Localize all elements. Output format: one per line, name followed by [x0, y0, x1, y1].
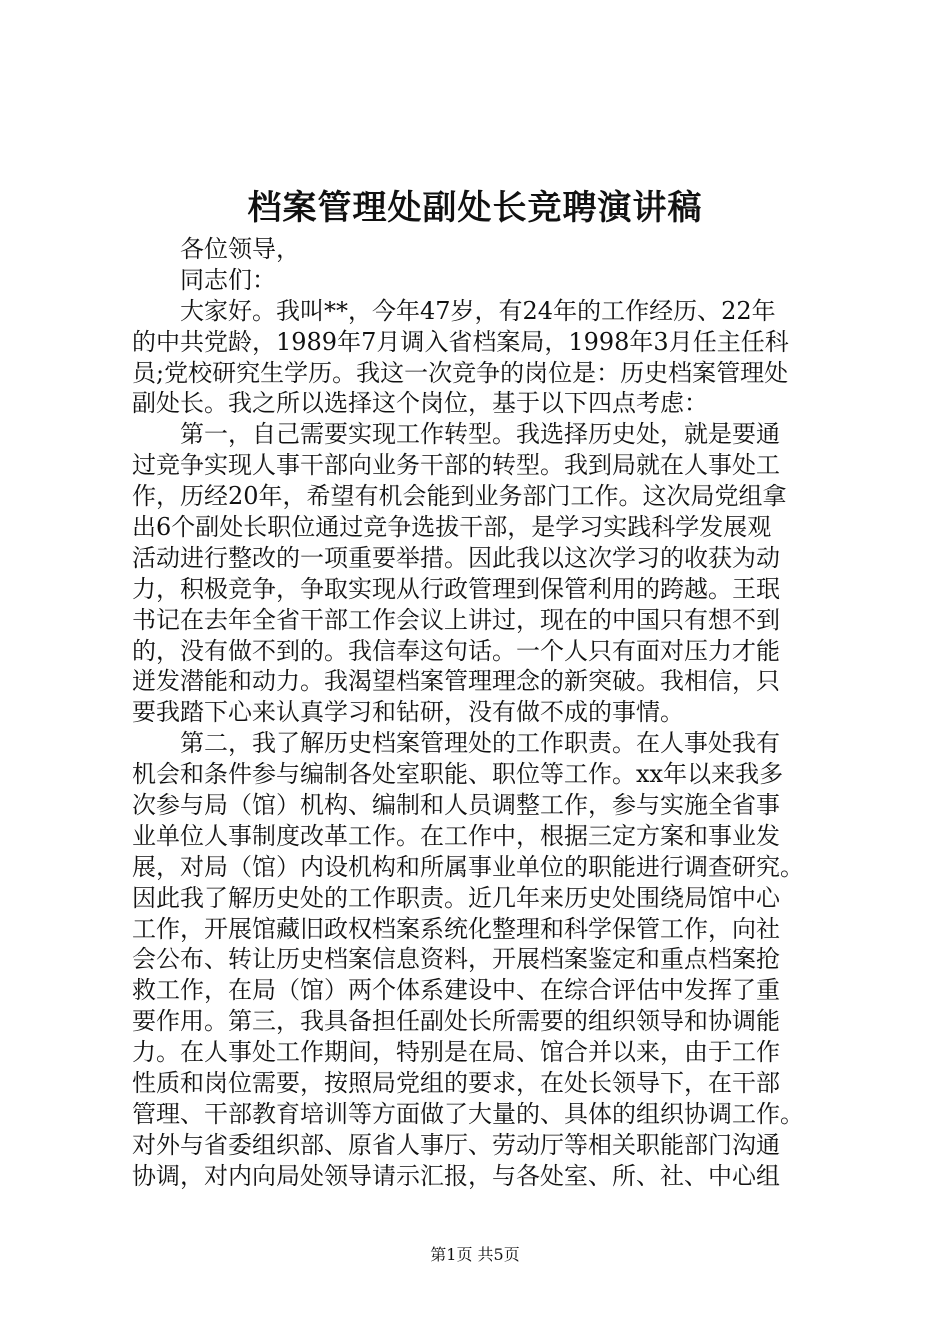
body-line: 管理、干部教育培训等方面做了大量的、具体的组织协调工作。 — [132, 1099, 804, 1128]
body-line: 对外与省委组织部、原省人事厅、劳动厅等相关职能部门沟通 — [132, 1130, 780, 1159]
body-line: 工作，开展馆藏旧政权档案系统化整理和科学保管工作，向社 — [132, 914, 780, 943]
body-line: 第一，自己需要实现工作转型。我选择历史处，就是要通 — [180, 420, 780, 449]
body-line: 员;党校研究生学历。我这一次竞争的岗位是：历史档案管理处 — [132, 358, 789, 387]
document-title: 档案管理处副处长竞聘演讲稿 — [247, 188, 703, 228]
body-line: 出6个副处长职位通过竞争选拔干部，是学习实践科学发展观 — [132, 513, 772, 542]
body-line: 力，积极竞争，争取实现从行政管理到保管利用的跨越。王珉 — [132, 574, 780, 603]
body-line: 协调，对内向局处领导请示汇报，与各处室、所、社、中心组 — [132, 1161, 780, 1190]
body-line: 的中共党龄，1989年7月调入省档案局，1998年3月任主任科 — [132, 327, 789, 356]
document-body — [132, 234, 832, 1192]
body-line: 大家好。我叫**，今年47岁，有24年的工作经历、22年 — [180, 296, 776, 325]
body-line: 副处长。我之所以选择这个岗位，基于以下四点考虑： — [132, 389, 708, 418]
body-line: 业单位人事制度改革工作。在工作中，根据三定方案和事业发 — [132, 821, 780, 850]
body-line: 活动进行整改的一项重要举措。因此我以这次学习的收获为动 — [132, 543, 780, 572]
body-line: 迸发潜能和动力。我渴望档案管理理念的新突破。我相信，只 — [132, 667, 780, 696]
body-line: 机会和条件参与编制各处室职能、职位等工作。xx年以来我多 — [132, 760, 784, 789]
body-line: 第二，我了解历史档案管理处的工作职责。在人事处我有 — [180, 729, 780, 758]
body-line: 要作用。第三，我具备担任副处长所需要的组织领导和协调能 — [132, 1007, 780, 1036]
page-footer: 第1页 共5页 — [430, 1245, 520, 1264]
body-line: 力。在人事处工作期间，特别是在局、馆合并以来，由于工作 — [132, 1038, 780, 1067]
body-line: 的，没有做不到的。我信奉这句话。一个人只有面对压力才能 — [132, 636, 780, 665]
body-line: 过竞争实现人事干部向业务干部的转型。我到局就在人事处工 — [132, 451, 780, 480]
body-line: 书记在去年全省干部工作会议上讲过，现在的中国只有想不到 — [132, 605, 780, 634]
body-line: 救工作，在局（馆）两个体系建设中、在综合评估中发挥了重 — [132, 976, 780, 1005]
body-line: 要我踏下心来认真学习和钻研，没有做不成的事情。 — [132, 698, 684, 727]
body-line: 会公布、转让历史档案信息资料，开展档案鉴定和重点档案抢 — [132, 945, 780, 974]
body-line: 展，对局（馆）内设机构和所属事业单位的职能进行调查研究。 — [132, 852, 804, 881]
body-line: 次参与局（馆）机构、编制和人员调整工作，参与实施全省事 — [132, 791, 780, 820]
body-line: 性质和岗位需要，按照局党组的要求，在处长领导下，在干部 — [132, 1069, 780, 1098]
body-line: 作，历经20年，希望有机会能到业务部门工作。这次局党组拿 — [132, 482, 787, 511]
body-line: 同志们： — [180, 265, 276, 294]
body-line: 各位领导， — [180, 235, 300, 263]
body-line: 因此我了解历史处的工作职责。近几年来历史处围绕局馆中心 — [132, 883, 780, 912]
